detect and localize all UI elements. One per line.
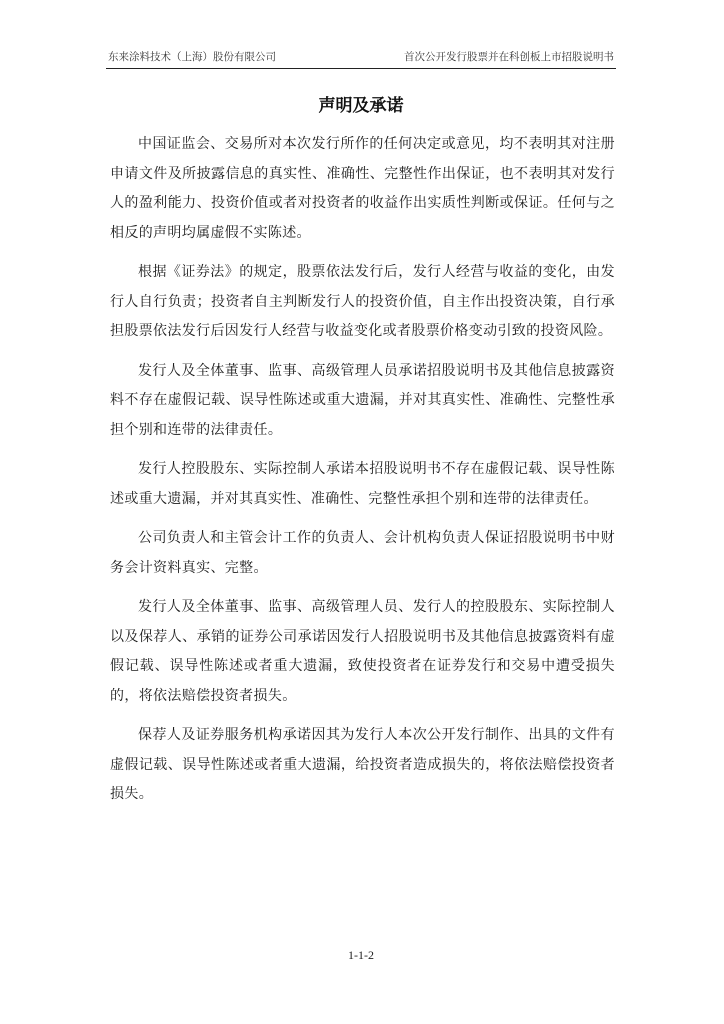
page-header [106, 46, 616, 69]
paragraph-compensation-commitment: 发行人及全体董事、监事、高级管理人员、发行人的控股股东、实际控制人以及保荐人、承销的证券公司承诺因发行人招股说明书及其他信息披露资料有虚假记载、误导性陈述或者重大遗漏，致使投资者在证券发行和交易中遭受损失的，将依法赔偿投资者损失。 [110, 599, 615, 704]
page-title: 声明及承诺 [318, 96, 404, 116]
paragraph-financial-assurance: 公司负责人和主管会计工作的负责人、会计机构负责人保证招股说明书中财务会计资料真实、完整。 [110, 530, 615, 576]
paragraph-controlling-shareholder-commitment: 发行人控股股东、实际控制人承诺本招股说明书不存在虚假记载、误导性陈述或重大遗漏，并对其真实性、准确性、完整性承担个别和连带的法律责任。 [110, 461, 615, 507]
paragraph-directors-commitment: 发行人及全体董事、监事、高级管理人员承诺招股说明书及其他信息披露资料不存在虚假记载、误导性陈述或重大遗漏，并对其真实性、准确性、完整性承担个别和连带的法律责任。 [110, 362, 615, 438]
declaration-body [110, 130, 615, 820]
header-document-title: 首次公开发行股票并在科创板上市招股说明书 [404, 51, 614, 63]
header-company-name: 东来涂料技术（上海）股份有限公司 [108, 51, 276, 63]
paragraph-sponsor-commitment: 保荐人及证券服务机构承诺因其为发行人本次公开发行制作、出具的文件有虚假记载、误导性陈述或者重大遗漏，给投资者造成损失的，将依法赔偿投资者损失。 [110, 727, 615, 802]
paragraph-investment-risk: 根据《证券法》的规定，股票依法发行后，发行人经营与收益的变化，由发行人自行负责；投资者自主判断发行人的投资价值，自主作出投资决策，自行承担股票依法发行后因发行人经营与收益变化或者股票价格变动引致的投资风险。 [110, 264, 615, 339]
page-number: 1-1-2 [348, 948, 374, 962]
paragraph-regulator-disclaimer: 中国证监会、交易所对本次发行所作的任何决定或意见，均不表明其对注册申请文件及所披露信息的真实性、准确性、完整性作出保证，也不表明其对发行人的盈利能力、投资价值或者对投资者的收益作出实质性判断或保证。任何与之相反的声明均属虚假不实陈述。 [110, 136, 615, 241]
